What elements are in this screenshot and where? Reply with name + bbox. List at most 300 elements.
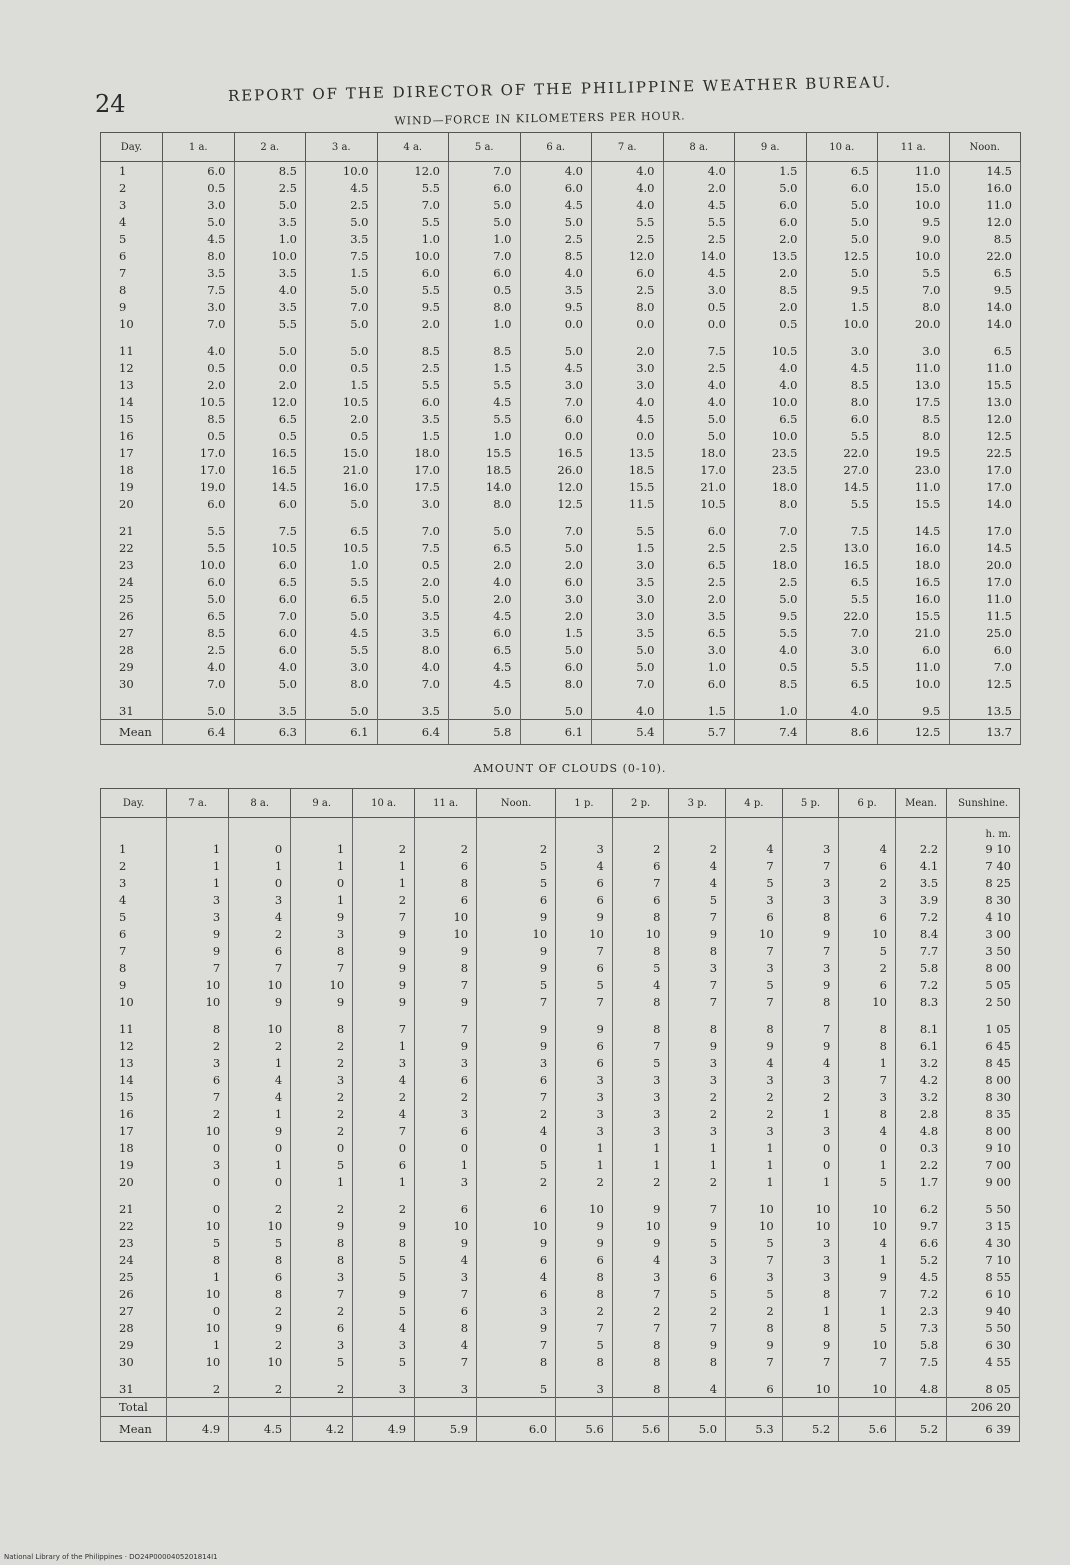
table-row: [101, 1020, 1020, 1037]
column-header: 6 p.: [839, 789, 896, 818]
spacer-cell: [167, 1190, 229, 1200]
value-cell: 8: [839, 1020, 896, 1037]
total-row: [101, 1398, 1020, 1417]
table-row: [101, 1037, 1020, 1054]
value-cell: 7: [291, 959, 353, 976]
value-cell: 7.0: [163, 675, 235, 692]
value-cell: 5.0: [806, 230, 878, 247]
value-cell: 6: [477, 1285, 556, 1302]
value-cell: 8: [291, 1020, 353, 1037]
value-cell: 13.5: [592, 444, 664, 461]
value-cell: 10: [782, 1380, 839, 1398]
table-row: [101, 1302, 1020, 1319]
value-cell: 14.5: [234, 478, 306, 495]
value-cell: 7: [839, 1353, 896, 1370]
value-cell: 2.5: [735, 573, 807, 590]
value-cell: 7: [726, 993, 783, 1010]
value-cell: 1.5: [520, 624, 592, 641]
value-cell: 3.0: [377, 495, 449, 512]
value-cell: 7: [612, 1037, 669, 1054]
value-cell: 6: [353, 1156, 415, 1173]
value-cell: 8.5: [735, 675, 807, 692]
value-cell: 7.0: [377, 196, 449, 213]
value-cell: 2: [477, 1173, 556, 1190]
value-cell: 1.5: [377, 427, 449, 444]
value-cell: 1.0: [234, 230, 306, 247]
day-cell: 6: [101, 925, 167, 942]
value-cell: 8: [782, 908, 839, 925]
spacer-cell: [726, 1370, 783, 1380]
value-cell: 7.7: [895, 942, 946, 959]
value-cell: 3: [782, 874, 839, 891]
value-cell: 2.5: [377, 359, 449, 376]
day-cell: 26: [101, 1285, 167, 1302]
value-cell: 5.5: [592, 213, 664, 230]
spacer-cell: [234, 512, 306, 522]
value-cell: 7 00: [947, 1156, 1020, 1173]
value-cell: 7.0: [163, 315, 235, 332]
value-cell: 5.0: [520, 213, 592, 230]
value-cell: 3: [353, 1336, 415, 1353]
value-cell: 18.0: [735, 556, 807, 573]
mean-row: [101, 1417, 1020, 1442]
value-cell: 8: [612, 908, 669, 925]
value-cell: 2.5: [520, 230, 592, 247]
value-cell: 4: [229, 1071, 291, 1088]
units-cell: [229, 818, 291, 841]
value-cell: 3: [291, 1336, 353, 1353]
value-cell: 10: [726, 1217, 783, 1234]
value-cell: 5.5: [163, 522, 235, 539]
day-cell: 4: [101, 213, 163, 230]
value-cell: 3: [782, 959, 839, 976]
value-cell: 3.5: [592, 573, 664, 590]
value-cell: 6.5: [663, 624, 735, 641]
spacer-cell: [878, 692, 950, 702]
value-cell: 10: [229, 1020, 291, 1037]
value-cell: 10: [167, 1353, 229, 1370]
mean-cell: 6.4: [377, 720, 449, 745]
value-cell: 4.0: [163, 342, 235, 359]
value-cell: 1.5: [306, 264, 378, 281]
value-cell: 8: [415, 874, 477, 891]
value-cell: 3.5: [234, 298, 306, 315]
value-cell: 8: [782, 1319, 839, 1336]
mean-cell: 6 39: [947, 1417, 1020, 1442]
spacer-cell: [353, 1370, 415, 1380]
value-cell: 6: [669, 1268, 726, 1285]
value-cell: 7.0: [377, 522, 449, 539]
value-cell: 17.0: [949, 573, 1021, 590]
value-cell: 6.1: [895, 1037, 946, 1054]
spacer-cell: [229, 1010, 291, 1020]
units-cell: [477, 818, 556, 841]
value-cell: 7.0: [377, 675, 449, 692]
value-cell: 5: [726, 1234, 783, 1251]
mean-cell: 6.1: [520, 720, 592, 745]
day-cell: 8: [101, 281, 163, 298]
value-cell: 3: [556, 1105, 613, 1122]
value-cell: 8: [353, 1234, 415, 1251]
spacer-cell: [415, 1190, 477, 1200]
value-cell: 2 50: [947, 993, 1020, 1010]
value-cell: 9: [353, 959, 415, 976]
value-cell: 4: [839, 840, 896, 857]
value-cell: 5: [556, 1336, 613, 1353]
value-cell: 7.0: [234, 607, 306, 624]
mean-cell: 5.4: [592, 720, 664, 745]
value-cell: 6.5: [949, 264, 1021, 281]
value-cell: 6: [612, 857, 669, 874]
value-cell: 2: [353, 840, 415, 857]
mean-label: Mean: [101, 1417, 167, 1442]
value-cell: 0.5: [163, 359, 235, 376]
spacer-cell: [449, 692, 521, 702]
value-cell: 2.0: [163, 376, 235, 393]
table-row: [101, 1285, 1020, 1302]
value-cell: 5 50: [947, 1319, 1020, 1336]
value-cell: 5.0: [663, 427, 735, 444]
mean-cell: 6.4: [163, 720, 235, 745]
value-cell: 10: [612, 1217, 669, 1234]
value-cell: 8.0: [163, 247, 235, 264]
day-cell: 27: [101, 1302, 167, 1319]
spacer-cell: [947, 1190, 1020, 1200]
value-cell: 3: [669, 1122, 726, 1139]
spacer-cell: [782, 1190, 839, 1200]
value-cell: 3: [415, 1268, 477, 1285]
value-cell: 8.3: [895, 993, 946, 1010]
value-cell: 5.5: [449, 376, 521, 393]
units-cell: [556, 818, 613, 841]
value-cell: 6 10: [947, 1285, 1020, 1302]
value-cell: 17.0: [949, 522, 1021, 539]
value-cell: 7.5: [663, 342, 735, 359]
value-cell: 3.5: [234, 213, 306, 230]
value-cell: 13.5: [735, 247, 807, 264]
units-cell: [415, 818, 477, 841]
value-cell: 10.0: [234, 247, 306, 264]
value-cell: 4: [669, 874, 726, 891]
value-cell: 7: [353, 908, 415, 925]
value-cell: 8: [782, 1285, 839, 1302]
value-cell: 22.0: [806, 607, 878, 624]
value-cell: 3.5: [520, 281, 592, 298]
value-cell: 3.5: [377, 624, 449, 641]
value-cell: 8: [669, 942, 726, 959]
day-cell: 13: [101, 1054, 167, 1071]
day-cell: 12: [101, 359, 163, 376]
value-cell: 9: [726, 1037, 783, 1054]
value-cell: 8 05: [947, 1380, 1020, 1398]
value-cell: 7: [556, 993, 613, 1010]
column-header: 11 a.: [415, 789, 477, 818]
value-cell: 4.0: [592, 162, 664, 180]
value-cell: 7: [353, 1122, 415, 1139]
value-cell: 3: [669, 1071, 726, 1088]
spacer-cell: [592, 512, 664, 522]
units-cell: [612, 818, 669, 841]
value-cell: 12.0: [949, 213, 1021, 230]
value-cell: 9: [556, 1217, 613, 1234]
value-cell: 9: [291, 1217, 353, 1234]
value-cell: 8 30: [947, 1088, 1020, 1105]
table-row: [101, 393, 1021, 410]
day-cell: 9: [101, 298, 163, 315]
value-cell: 1: [229, 1105, 291, 1122]
value-cell: 11.0: [878, 359, 950, 376]
day-cell: 11: [101, 1020, 167, 1037]
value-cell: 6.0: [735, 213, 807, 230]
value-cell: 7: [167, 1088, 229, 1105]
value-cell: 0.5: [234, 427, 306, 444]
value-cell: 5: [839, 1319, 896, 1336]
value-cell: 10: [229, 976, 291, 993]
row-spacer: [101, 1010, 1020, 1020]
value-cell: 8.0: [735, 495, 807, 512]
value-cell: 3: [612, 1122, 669, 1139]
value-cell: 15.5: [592, 478, 664, 495]
value-cell: 3.0: [592, 359, 664, 376]
value-cell: 12.0: [520, 478, 592, 495]
spacer-cell: [163, 512, 235, 522]
mean-cell: 6.0: [477, 1417, 556, 1442]
value-cell: 9: [291, 993, 353, 1010]
value-cell: 8.0: [449, 298, 521, 315]
spacer-cell: [735, 332, 807, 342]
value-cell: 4.0: [592, 196, 664, 213]
value-cell: 16.0: [306, 478, 378, 495]
mean-cell: 5.7: [663, 720, 735, 745]
mean-cell: 5.6: [556, 1417, 613, 1442]
table-row: [101, 410, 1021, 427]
value-cell: 0: [291, 1139, 353, 1156]
table-row: [101, 976, 1020, 993]
spacer-cell: [949, 692, 1021, 702]
value-cell: 6.0: [163, 495, 235, 512]
value-cell: 3: [415, 1380, 477, 1398]
day-cell: 27: [101, 624, 163, 641]
value-cell: 1: [353, 874, 415, 891]
value-cell: 12.0: [234, 393, 306, 410]
value-cell: 11.5: [592, 495, 664, 512]
value-cell: 3: [167, 1054, 229, 1071]
value-cell: 4.0: [234, 658, 306, 675]
spacer-cell: [229, 1190, 291, 1200]
value-cell: 4: [477, 1268, 556, 1285]
value-cell: 6: [477, 1200, 556, 1217]
value-cell: 8: [291, 1251, 353, 1268]
value-cell: 2.0: [735, 230, 807, 247]
value-cell: 23.5: [735, 444, 807, 461]
mean-label: Mean: [101, 720, 163, 745]
value-cell: 1: [167, 857, 229, 874]
value-cell: 3: [556, 840, 613, 857]
spacer-cell: [353, 1010, 415, 1020]
value-cell: 3.0: [806, 641, 878, 658]
value-cell: 4.0: [520, 162, 592, 180]
value-cell: 7.0: [449, 247, 521, 264]
value-cell: 9: [353, 1285, 415, 1302]
value-cell: 3.2: [895, 1088, 946, 1105]
value-cell: 8.5: [163, 410, 235, 427]
day-cell: 30: [101, 675, 163, 692]
value-cell: 0: [229, 1173, 291, 1190]
value-cell: 11.0: [949, 590, 1021, 607]
value-cell: 6.0: [592, 264, 664, 281]
value-cell: 0.0: [592, 315, 664, 332]
value-cell: 2: [556, 1173, 613, 1190]
value-cell: 11.0: [949, 359, 1021, 376]
day-cell: 23: [101, 1234, 167, 1251]
value-cell: 22.0: [949, 247, 1021, 264]
value-cell: 15.0: [306, 444, 378, 461]
spacer-cell: [663, 332, 735, 342]
value-cell: 2: [415, 840, 477, 857]
value-cell: 8: [726, 1319, 783, 1336]
value-cell: 8: [229, 1285, 291, 1302]
value-cell: 8 00: [947, 1071, 1020, 1088]
value-cell: 11.0: [949, 196, 1021, 213]
value-cell: 2.5: [663, 573, 735, 590]
column-header: Sunshine.: [947, 789, 1020, 818]
value-cell: 2.0: [663, 179, 735, 196]
value-cell: 5.0: [163, 590, 235, 607]
value-cell: 5: [477, 874, 556, 891]
value-cell: 7.0: [806, 624, 878, 641]
spacer-cell: [592, 692, 664, 702]
value-cell: 3: [291, 1268, 353, 1285]
value-cell: 3: [353, 1054, 415, 1071]
value-cell: 14.0: [449, 478, 521, 495]
value-cell: 0.3: [895, 1139, 946, 1156]
total-cell: [839, 1398, 896, 1417]
value-cell: 3: [229, 891, 291, 908]
value-cell: 9: [782, 976, 839, 993]
day-cell: 22: [101, 1217, 167, 1234]
value-cell: 6.5: [163, 607, 235, 624]
value-cell: 7: [167, 959, 229, 976]
spacer-cell: [556, 1370, 613, 1380]
value-cell: 4.5: [895, 1268, 946, 1285]
value-cell: 1 05: [947, 1020, 1020, 1037]
value-cell: 2.0: [520, 607, 592, 624]
value-cell: 3.5: [895, 874, 946, 891]
units-cell: [839, 818, 896, 841]
value-cell: 1: [291, 891, 353, 908]
value-cell: 8: [612, 1380, 669, 1398]
value-cell: 4: [229, 1088, 291, 1105]
total-cell: [612, 1398, 669, 1417]
value-cell: 4.5: [520, 359, 592, 376]
spacer-cell: [726, 1010, 783, 1020]
value-cell: 6.0: [806, 179, 878, 196]
value-cell: 3: [167, 1156, 229, 1173]
spacer-cell: [556, 1010, 613, 1020]
value-cell: 7.0: [520, 522, 592, 539]
value-cell: 3.0: [520, 376, 592, 393]
value-cell: 1.5: [806, 298, 878, 315]
value-cell: 6.0: [949, 641, 1021, 658]
value-cell: 4.0: [735, 376, 807, 393]
day-cell: 3: [101, 874, 167, 891]
value-cell: 4.0: [449, 573, 521, 590]
units-cell: [101, 818, 167, 841]
value-cell: 3: [167, 908, 229, 925]
value-cell: 3.0: [878, 342, 950, 359]
table-row: [101, 590, 1021, 607]
spacer-cell: [167, 1010, 229, 1020]
value-cell: 5.8: [895, 959, 946, 976]
value-cell: 2: [229, 1200, 291, 1217]
value-cell: 18.5: [449, 461, 521, 478]
value-cell: 7: [669, 908, 726, 925]
value-cell: 1: [229, 1054, 291, 1071]
value-cell: 5.0: [520, 641, 592, 658]
spacer-cell: [806, 332, 878, 342]
column-header: 11 a.: [878, 133, 950, 162]
value-cell: 3: [726, 1122, 783, 1139]
table-row: [101, 264, 1021, 281]
value-cell: 18.0: [377, 444, 449, 461]
spacer-cell: [947, 1010, 1020, 1020]
value-cell: 5.0: [806, 196, 878, 213]
value-cell: 3.5: [592, 624, 664, 641]
value-cell: 3: [726, 1268, 783, 1285]
value-cell: 2.0: [663, 590, 735, 607]
value-cell: 10: [415, 908, 477, 925]
value-cell: 19.0: [163, 478, 235, 495]
value-cell: 5.0: [449, 522, 521, 539]
value-cell: 6.0: [449, 264, 521, 281]
day-cell: 16: [101, 427, 163, 444]
day-cell: 23: [101, 556, 163, 573]
value-cell: 5.0: [806, 264, 878, 281]
value-cell: 17.0: [949, 478, 1021, 495]
value-cell: 1.5: [306, 376, 378, 393]
value-cell: 3.5: [377, 410, 449, 427]
value-cell: 3: [612, 1105, 669, 1122]
value-cell: 12.5: [806, 247, 878, 264]
value-cell: 3: [839, 1088, 896, 1105]
day-cell: 10: [101, 993, 167, 1010]
value-cell: 2.5: [663, 539, 735, 556]
value-cell: 5.0: [663, 410, 735, 427]
value-cell: 16.5: [234, 444, 306, 461]
table-row: [101, 213, 1021, 230]
value-cell: 1: [353, 1173, 415, 1190]
value-cell: 4.5: [449, 675, 521, 692]
value-cell: 1: [726, 1173, 783, 1190]
table-row: [101, 281, 1021, 298]
value-cell: 6: [415, 891, 477, 908]
value-cell: 4.5: [163, 230, 235, 247]
value-cell: 2: [291, 1105, 353, 1122]
value-cell: 8: [556, 1285, 613, 1302]
value-cell: 3.0: [663, 641, 735, 658]
value-cell: 14.5: [949, 539, 1021, 556]
table-row: [101, 162, 1021, 180]
value-cell: 8.5: [806, 376, 878, 393]
value-cell: 3: [726, 891, 783, 908]
value-cell: 17.0: [163, 444, 235, 461]
value-cell: 16.5: [878, 573, 950, 590]
value-cell: 1.5: [592, 539, 664, 556]
spacer-cell: [949, 332, 1021, 342]
value-cell: 3.2: [895, 1054, 946, 1071]
value-cell: 5: [612, 959, 669, 976]
day-cell: 25: [101, 1268, 167, 1285]
